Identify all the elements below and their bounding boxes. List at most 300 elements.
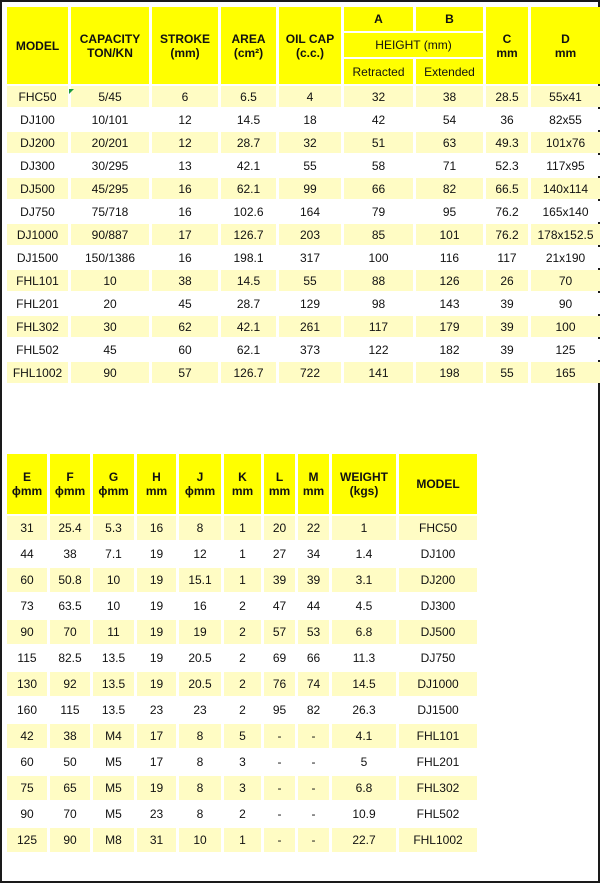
cell-g: M5 [93,776,134,800]
cell-stroke: 57 [152,362,218,383]
cell-capacity: 45 [71,339,149,360]
cell-d: 165 [531,362,600,383]
cell-oil-cap: 99 [279,178,341,199]
cell-g: 11 [93,620,134,644]
table-row [7,86,600,107]
cell-e: 60 [7,750,47,774]
header-col-1: F ϕmm [50,454,90,514]
cell-g: 10 [93,594,134,618]
cell-j: 8 [179,802,221,826]
cell-oil-cap: 373 [279,339,341,360]
header-oil-cap: OIL CAP (c.c.) [279,7,341,84]
cell-stroke: 6 [152,86,218,107]
header-retracted: Retracted [344,59,413,84]
cell-e: 60 [7,568,47,592]
cell-retracted: 117 [344,316,413,337]
cell-area: 198.1 [221,247,276,268]
cell-weight: 14.5 [332,672,396,696]
cell-weight: 10.9 [332,802,396,826]
cell-g: 13.5 [93,646,134,670]
cell-m: 44 [298,594,329,618]
table-row [7,594,477,618]
cell-model: FHL1002 [7,362,68,383]
cell-area: 14.5 [221,109,276,130]
table-row [7,802,477,826]
cell-stroke: 16 [152,201,218,222]
cell-oil-cap: 164 [279,201,341,222]
header-model: MODEL [7,7,68,84]
cell-f: 25.4 [50,516,90,540]
cell-h: 19 [137,646,176,670]
cell-model: DJ500 [7,178,68,199]
cell-retracted: 98 [344,293,413,314]
cell-extended: 143 [416,293,483,314]
table-row [7,293,600,314]
cell-c: 117 [486,247,528,268]
cell-oil-cap: 317 [279,247,341,268]
cell-k: 2 [224,802,261,826]
cell-f: 38 [50,542,90,566]
cell-m: - [298,724,329,748]
cell-model: DJ750 [399,646,477,670]
cell-stroke: 16 [152,178,218,199]
cell-f: 38 [50,724,90,748]
cell-oil-cap: 129 [279,293,341,314]
header-col-8: WEIGHT (kgs) [332,454,396,514]
table-row [7,828,477,852]
cell-extended: 38 [416,86,483,107]
cell-k: 3 [224,776,261,800]
cell-area: 28.7 [221,132,276,153]
cell-g: 7.1 [93,542,134,566]
cell-retracted: 88 [344,270,413,291]
header-col-9: MODEL [399,454,477,514]
cell-model: FHL302 [399,776,477,800]
cell-l: - [264,750,295,774]
table-row [7,542,477,566]
cell-weight: 11.3 [332,646,396,670]
cell-f: 70 [50,620,90,644]
corner-mark [69,89,74,94]
cell-d: 100 [531,316,600,337]
header-height: HEIGHT (mm) [344,33,483,58]
cell-j: 20.5 [179,672,221,696]
cell-retracted: 32 [344,86,413,107]
table-row [7,109,600,130]
cell-g: 10 [93,568,134,592]
cell-g: 13.5 [93,672,134,696]
cell-extended: 198 [416,362,483,383]
spec-table-lower [4,452,480,854]
cell-j: 16 [179,594,221,618]
cell-model: DJ1000 [399,672,477,696]
cell-stroke: 16 [152,247,218,268]
cell-extended: 63 [416,132,483,153]
cell-area: 126.7 [221,224,276,245]
cell-model: FHL201 [7,293,68,314]
cell-e: 31 [7,516,47,540]
cell-l: 47 [264,594,295,618]
cell-f: 70 [50,802,90,826]
cell-d: 82x55 [531,109,600,130]
cell-f: 65 [50,776,90,800]
cell-model: DJ100 [7,109,68,130]
table-body [7,86,600,383]
cell-model: FHL302 [7,316,68,337]
cell-capacity: 10/101 [71,109,149,130]
cell-m: 39 [298,568,329,592]
cell-m: - [298,776,329,800]
table-row [7,155,600,176]
cell-model: DJ1000 [7,224,68,245]
cell-l: 95 [264,698,295,722]
cell-h: 19 [137,620,176,644]
cell-weight: 6.8 [332,776,396,800]
cell-area: 42.1 [221,316,276,337]
cell-retracted: 51 [344,132,413,153]
cell-c: 55 [486,362,528,383]
cell-g: M5 [93,802,134,826]
cell-k: 3 [224,750,261,774]
cell-d: 125 [531,339,600,360]
header-d: D mm [531,7,600,84]
cell-h: 16 [137,516,176,540]
cell-capacity: 150/1386 [71,247,149,268]
cell-c: 39 [486,293,528,314]
cell-h: 31 [137,828,176,852]
cell-f: 90 [50,828,90,852]
cell-weight: 4.5 [332,594,396,618]
header-extended: Extended [416,59,483,84]
cell-model: FHL502 [399,802,477,826]
table-row [7,724,477,748]
header-c: C mm [486,7,528,84]
cell-oil-cap: 55 [279,155,341,176]
table-row [7,672,477,696]
cell-m: 66 [298,646,329,670]
cell-model: FHC50 [7,86,68,107]
cell-weight: 1 [332,516,396,540]
cell-f: 50.8 [50,568,90,592]
header-b: B [416,7,483,31]
cell-area: 28.7 [221,293,276,314]
cell-extended: 116 [416,247,483,268]
cell-capacity: 5/45 [71,86,149,107]
cell-e: 115 [7,646,47,670]
cell-oil-cap: 55 [279,270,341,291]
cell-e: 90 [7,620,47,644]
cell-e: 160 [7,698,47,722]
cell-extended: 179 [416,316,483,337]
cell-model: FHC50 [399,516,477,540]
cell-m: 74 [298,672,329,696]
cell-l: 27 [264,542,295,566]
cell-capacity: 10 [71,270,149,291]
cell-j: 23 [179,698,221,722]
cell-retracted: 79 [344,201,413,222]
cell-k: 1 [224,542,261,566]
table-row [7,224,600,245]
cell-h: 19 [137,594,176,618]
cell-c: 49.3 [486,132,528,153]
table-row [7,270,600,291]
cell-retracted: 66 [344,178,413,199]
cell-f: 82.5 [50,646,90,670]
cell-weight: 6.8 [332,620,396,644]
cell-capacity: 75/718 [71,201,149,222]
header-col-2: G ϕmm [93,454,134,514]
header-col-7: M mm [298,454,329,514]
header-col-6: L mm [264,454,295,514]
cell-area: 42.1 [221,155,276,176]
cell-k: 2 [224,672,261,696]
cell-c: 39 [486,339,528,360]
cell-weight: 26.3 [332,698,396,722]
cell-weight: 4.1 [332,724,396,748]
cell-oil-cap: 261 [279,316,341,337]
cell-extended: 82 [416,178,483,199]
cell-d: 101x76 [531,132,600,153]
cell-stroke: 13 [152,155,218,176]
cell-l: 39 [264,568,295,592]
cell-model: DJ750 [7,201,68,222]
table-row [7,516,477,540]
cell-h: 19 [137,568,176,592]
cell-retracted: 100 [344,247,413,268]
cell-d: 90 [531,293,600,314]
cell-extended: 101 [416,224,483,245]
cell-oil-cap: 203 [279,224,341,245]
cell-j: 10 [179,828,221,852]
table-row [7,201,600,222]
cell-j: 12 [179,542,221,566]
cell-d: 70 [531,270,600,291]
table-row [7,247,600,268]
cell-k: 5 [224,724,261,748]
cell-stroke: 38 [152,270,218,291]
cell-area: 14.5 [221,270,276,291]
cell-retracted: 85 [344,224,413,245]
cell-retracted: 42 [344,109,413,130]
cell-capacity: 90/887 [71,224,149,245]
cell-h: 17 [137,724,176,748]
header-col-0: E ϕmm [7,454,47,514]
cell-h: 23 [137,698,176,722]
cell-l: - [264,802,295,826]
cell-c: 28.5 [486,86,528,107]
cell-retracted: 58 [344,155,413,176]
cell-weight: 5 [332,750,396,774]
cell-model: FHL201 [399,750,477,774]
cell-c: 26 [486,270,528,291]
cell-e: 44 [7,542,47,566]
cell-model: DJ100 [399,542,477,566]
cell-m: - [298,750,329,774]
spec-table-upper [4,5,600,385]
cell-retracted: 122 [344,339,413,360]
cell-oil-cap: 4 [279,86,341,107]
table-row [7,178,600,199]
cell-h: 23 [137,802,176,826]
table-row [7,776,477,800]
cell-m: 82 [298,698,329,722]
cell-m: 53 [298,620,329,644]
cell-f: 50 [50,750,90,774]
cell-oil-cap: 32 [279,132,341,153]
cell-capacity: 45/295 [71,178,149,199]
table-row [7,362,600,383]
cell-l: 69 [264,646,295,670]
table-header [7,454,477,514]
cell-area: 126.7 [221,362,276,383]
cell-k: 2 [224,594,261,618]
cell-d: 117x95 [531,155,600,176]
cell-d: 165x140 [531,201,600,222]
cell-g: 13.5 [93,698,134,722]
cell-model: FHL1002 [399,828,477,852]
table-header [7,7,600,84]
cell-g: 5.3 [93,516,134,540]
cell-e: 75 [7,776,47,800]
cell-g: M4 [93,724,134,748]
cell-h: 19 [137,672,176,696]
cell-k: 1 [224,568,261,592]
cell-g: M8 [93,828,134,852]
cell-h: 19 [137,542,176,566]
cell-weight: 22.7 [332,828,396,852]
cell-extended: 182 [416,339,483,360]
cell-d: 21x190 [531,247,600,268]
cell-f: 63.5 [50,594,90,618]
cell-model: DJ300 [7,155,68,176]
header-col-5: K mm [224,454,261,514]
cell-model: DJ1500 [399,698,477,722]
cell-stroke: 45 [152,293,218,314]
cell-capacity: 30 [71,316,149,337]
cell-model: DJ1500 [7,247,68,268]
cell-c: 39 [486,316,528,337]
cell-j: 19 [179,620,221,644]
table-row [7,646,477,670]
cell-stroke: 62 [152,316,218,337]
cell-stroke: 17 [152,224,218,245]
cell-f: 92 [50,672,90,696]
cell-weight: 1.4 [332,542,396,566]
cell-k: 2 [224,620,261,644]
cell-k: 1 [224,516,261,540]
cell-e: 130 [7,672,47,696]
cell-capacity: 20/201 [71,132,149,153]
cell-l: - [264,724,295,748]
header-area: AREA (cm²) [221,7,276,84]
cell-stroke: 60 [152,339,218,360]
cell-j: 15.1 [179,568,221,592]
header-col-3: H mm [137,454,176,514]
cell-k: 2 [224,646,261,670]
cell-c: 66.5 [486,178,528,199]
cell-retracted: 141 [344,362,413,383]
cell-capacity: 90 [71,362,149,383]
cell-l: 76 [264,672,295,696]
cell-extended: 95 [416,201,483,222]
cell-stroke: 12 [152,132,218,153]
cell-e: 42 [7,724,47,748]
cell-h: 17 [137,750,176,774]
cell-m: 22 [298,516,329,540]
cell-j: 20.5 [179,646,221,670]
cell-l: - [264,828,295,852]
cell-capacity: 20 [71,293,149,314]
table-row [7,316,600,337]
cell-j: 8 [179,776,221,800]
table-row [7,339,600,360]
cell-k: 2 [224,698,261,722]
cell-m: - [298,802,329,826]
cell-e: 90 [7,802,47,826]
header-col-4: J ϕmm [179,454,221,514]
cell-area: 6.5 [221,86,276,107]
cell-m: - [298,828,329,852]
cell-stroke: 12 [152,109,218,130]
cell-h: 19 [137,776,176,800]
cell-d: 55x41 [531,86,600,107]
cell-c: 52.3 [486,155,528,176]
cell-oil-cap: 18 [279,109,341,130]
cell-area: 62.1 [221,339,276,360]
cell-e: 125 [7,828,47,852]
cell-model: DJ300 [399,594,477,618]
cell-model: FHL502 [7,339,68,360]
cell-l: 20 [264,516,295,540]
cell-j: 8 [179,516,221,540]
cell-model: FHL101 [7,270,68,291]
header-capacity: CAPACITY TON/KN [71,7,149,84]
cell-area: 102.6 [221,201,276,222]
cell-j: 8 [179,724,221,748]
cell-area: 62.1 [221,178,276,199]
header-stroke: STROKE (mm) [152,7,218,84]
cell-c: 76.2 [486,201,528,222]
cell-extended: 71 [416,155,483,176]
cell-g: M5 [93,750,134,774]
cell-m: 34 [298,542,329,566]
cell-weight: 3.1 [332,568,396,592]
table-row [7,698,477,722]
table-row [7,750,477,774]
cell-model: FHL101 [399,724,477,748]
cell-oil-cap: 722 [279,362,341,383]
cell-model: DJ200 [7,132,68,153]
cell-model: DJ500 [399,620,477,644]
cell-l: - [264,776,295,800]
table-row [7,568,477,592]
table-row [7,620,477,644]
cell-d: 178x152.5 [531,224,600,245]
cell-l: 57 [264,620,295,644]
cell-f: 115 [50,698,90,722]
cell-capacity: 30/295 [71,155,149,176]
table-row [7,132,600,153]
cell-c: 76.2 [486,224,528,245]
cell-e: 73 [7,594,47,618]
cell-c: 36 [486,109,528,130]
header-a: A [344,7,413,31]
cell-k: 1 [224,828,261,852]
cell-j: 8 [179,750,221,774]
cell-d: 140x114 [531,178,600,199]
cell-extended: 126 [416,270,483,291]
cell-model: DJ200 [399,568,477,592]
